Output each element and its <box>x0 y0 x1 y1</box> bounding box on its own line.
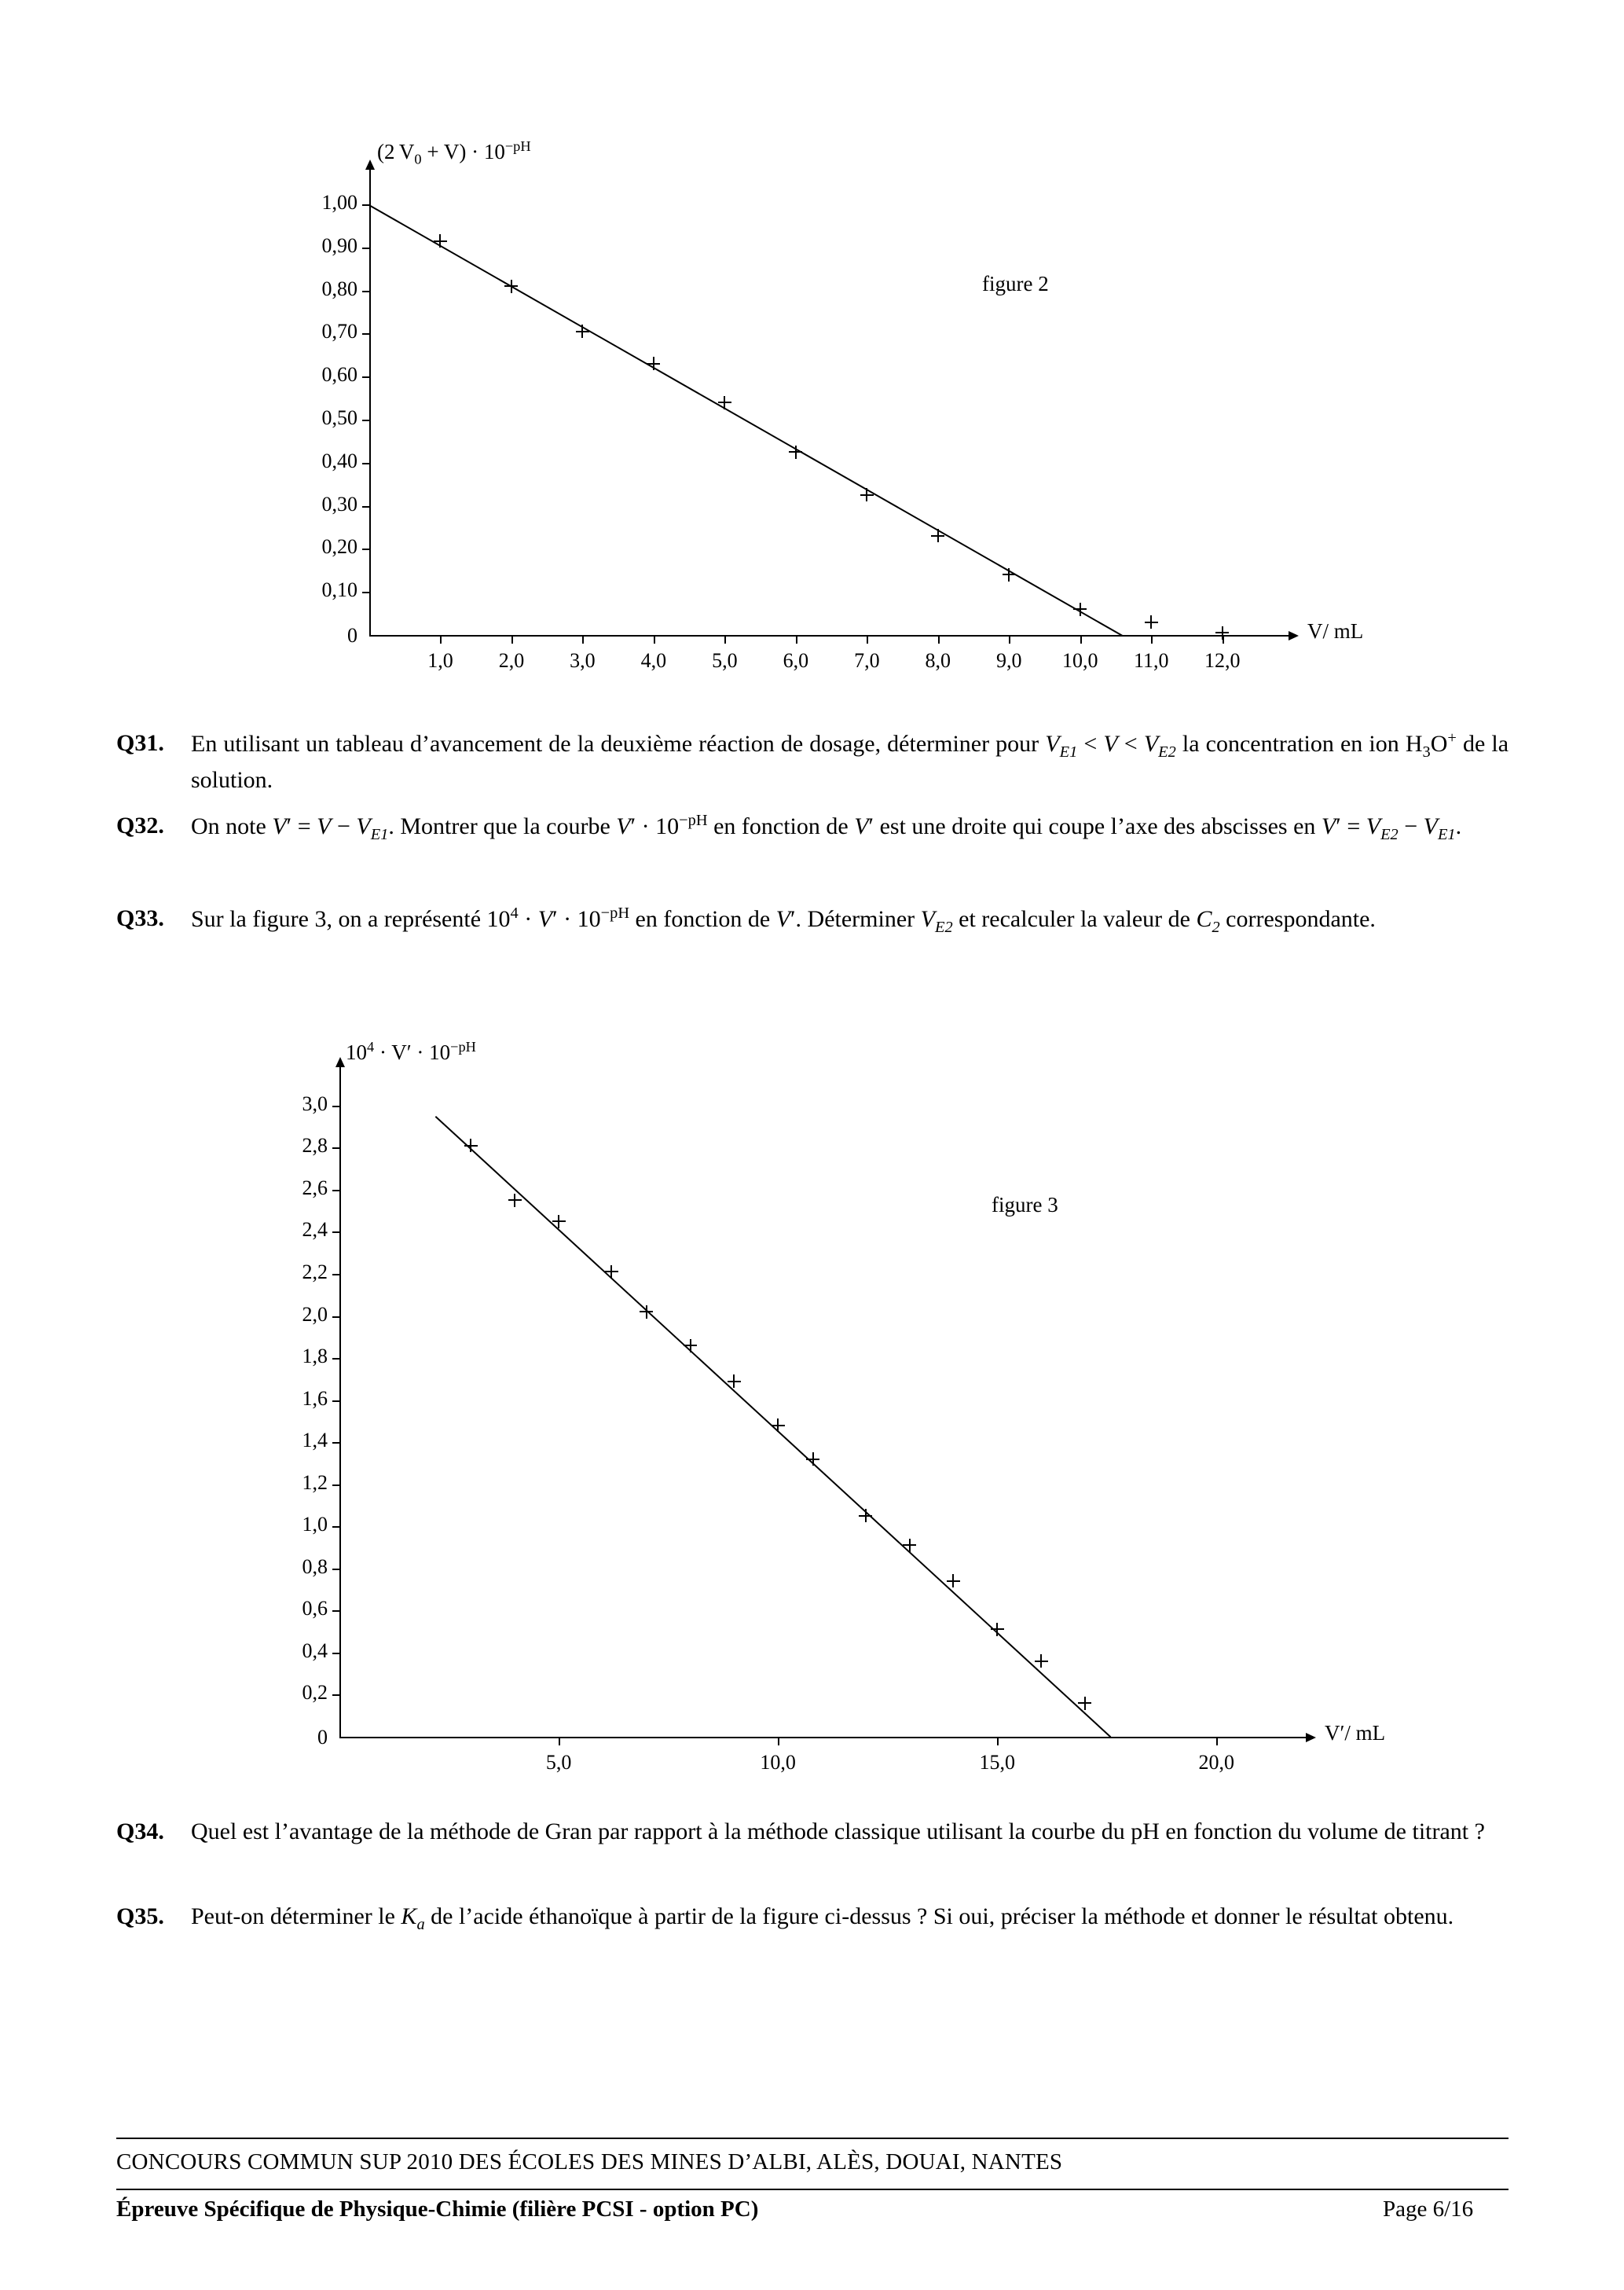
y-tick-label: 1,0 <box>302 1513 328 1536</box>
footer-exam-title: Épreuve Spécifique de Physique-Chimie (filière PCSI - option PC) <box>116 2196 759 2222</box>
data-point <box>1145 615 1158 629</box>
y-tick <box>332 1190 341 1191</box>
y-tick-label: 0,30 <box>321 492 357 516</box>
y-tick <box>362 248 371 249</box>
x-tick <box>1216 1737 1218 1745</box>
y-tick-label: 0,2 <box>302 1681 328 1705</box>
data-point <box>1003 568 1016 582</box>
data-point <box>1078 1697 1091 1710</box>
y-tick <box>362 506 371 508</box>
x-tick <box>654 635 655 644</box>
y-tick-label: 0,60 <box>321 363 357 387</box>
x-tick-label: 10,0 <box>760 1751 796 1774</box>
y-tick <box>332 1484 341 1486</box>
x-tick-label: 2,0 <box>498 649 525 672</box>
y-tick <box>332 1106 341 1107</box>
x-tick <box>796 635 797 644</box>
y-tick-label: 2,6 <box>302 1176 328 1199</box>
y-tick-label: 0,40 <box>321 449 357 472</box>
data-point <box>1215 626 1229 640</box>
x-tick <box>778 1737 779 1745</box>
y-tick <box>362 420 371 421</box>
x-tick-label: 7,0 <box>854 649 880 672</box>
x-tick <box>938 635 940 644</box>
data-point <box>684 1339 697 1352</box>
y-tick <box>332 1526 341 1528</box>
y-axis-arrow <box>335 1057 345 1067</box>
x-tick-label: 6,0 <box>783 649 809 672</box>
question-tag: Q32. <box>116 813 164 839</box>
y-tick-label: 0,4 <box>302 1639 328 1662</box>
data-point <box>860 488 874 501</box>
y-tick-label: 0,80 <box>321 277 357 300</box>
y-tick-label: 0,70 <box>321 320 357 343</box>
y-tick <box>332 1569 341 1570</box>
x-axis-title: V′/ mL <box>1325 1721 1386 1745</box>
y-tick <box>332 1610 341 1612</box>
x-tick <box>1009 635 1010 644</box>
data-point <box>434 234 447 248</box>
x-tick <box>997 1737 999 1745</box>
data-point <box>903 1539 916 1552</box>
footer-page-number: Page 6/16 <box>1383 2196 1474 2222</box>
x-tick-label: 8,0 <box>925 649 951 672</box>
y-tick <box>332 1316 341 1318</box>
question-text: Quel est l’avantage de la méthode de Gran par rapport à la méthode classique utilisant la courbe du pH en fonction du volume de titrant ? <box>191 1818 1485 1844</box>
footer-divider-top <box>116 2138 1509 2139</box>
x-tick <box>582 635 584 644</box>
x-tick-label: 5,0 <box>545 1751 572 1774</box>
y-tick-label: 2,0 <box>302 1302 328 1326</box>
y-tick-label: 1,2 <box>302 1470 328 1494</box>
question-text: En utilisant un tableau d’avancement de la deuxième réaction de dosage, déterminer pour $V_{E1} < V < V_{E2}$ la concentration en ion $H_3O^+$ de la solution. <box>191 729 1509 793</box>
data-point <box>640 1305 653 1319</box>
question-tag: Q34. <box>116 1818 164 1844</box>
data-point <box>504 280 518 293</box>
y-axis <box>369 170 371 635</box>
x-tick-label: 15,0 <box>979 1751 1015 1774</box>
y-tick <box>332 1358 341 1360</box>
y-axis-title: $10^4 \cdot V' \cdot 10^{-pH}$ <box>346 1039 476 1064</box>
x-tick-label: 10,0 <box>1062 649 1098 672</box>
figure-3 <box>0 1014 1624 1792</box>
y-axis-arrow <box>365 160 375 170</box>
data-point <box>931 529 944 542</box>
x-tick <box>511 635 513 644</box>
origin-label: 0 <box>347 624 357 647</box>
y-tick <box>362 592 371 593</box>
x-tick <box>440 635 442 644</box>
x-tick <box>1151 635 1153 644</box>
y-tick-label: 0,10 <box>321 578 357 602</box>
data-point <box>605 1265 618 1279</box>
question-q35 <box>116 1900 1509 1936</box>
origin-label: 0 <box>317 1726 328 1749</box>
data-point <box>789 446 802 459</box>
data-point <box>859 1509 872 1522</box>
y-tick <box>332 1653 341 1654</box>
data-point <box>647 357 660 370</box>
x-tick <box>1080 635 1082 644</box>
x-tick-label: 9,0 <box>996 649 1022 672</box>
question-q34 <box>116 1815 1509 1849</box>
x-tick-label: 12,0 <box>1204 649 1241 672</box>
data-point <box>991 1623 1004 1636</box>
x-axis-title: V/ mL <box>1307 619 1364 643</box>
y-tick-label: 3,0 <box>302 1092 328 1115</box>
y-tick-label: 2,2 <box>302 1260 328 1283</box>
x-tick-label: 4,0 <box>640 649 667 672</box>
data-point <box>718 396 731 409</box>
question-text: Peut-on déterminer le $K_a$ de l’acide éthanoïque à partir de la figure ci-dessus ? Si oui, préciser la méthode et donner le résultat obtenu. <box>191 1903 1454 1933</box>
y-tick-label: 1,00 <box>321 190 357 214</box>
data-point <box>728 1374 741 1388</box>
y-tick <box>362 291 371 292</box>
y-tick-label: 1,8 <box>302 1345 328 1368</box>
data-point <box>508 1194 522 1207</box>
data-point <box>1035 1654 1048 1668</box>
y-tick <box>332 1231 341 1233</box>
y-tick-label: 2,8 <box>302 1134 328 1158</box>
footer-institution: CONCOURS COMMUN SUP 2010 DES ÉCOLES DES MINES D’ALBI, ALÈS, DOUAI, NANTES <box>116 2149 1063 2174</box>
y-tick-label: 0,50 <box>321 406 357 429</box>
y-tick <box>332 1147 341 1149</box>
data-point <box>576 325 589 338</box>
data-point <box>552 1215 566 1228</box>
question-q32 <box>116 809 1509 846</box>
y-tick-label: 1,6 <box>302 1386 328 1410</box>
x-axis <box>339 1737 1306 1738</box>
y-axis-title: (2 $V_0 + V) \cdot 10^{-pH}$ <box>377 138 531 167</box>
x-tick <box>559 1737 560 1745</box>
y-tick <box>362 376 371 378</box>
data-point <box>947 1574 960 1587</box>
data-point <box>1073 603 1087 616</box>
x-axis-arrow <box>1306 1733 1316 1742</box>
x-tick-label: 3,0 <box>570 649 596 672</box>
x-tick <box>724 635 726 644</box>
y-tick-label: 2,4 <box>302 1218 328 1242</box>
question-text: Sur la figure 3, on a représenté $10^4 \cdot V' \cdot 10^{-pH}$ en fonction de V′. Déterminer $V_{E2}$ et recalculer la valeur de $C_2$ correspondante. <box>191 905 1376 936</box>
y-tick <box>362 549 371 550</box>
x-tick <box>867 635 868 644</box>
x-tick-label: 11,0 <box>1133 649 1169 672</box>
data-point <box>806 1452 819 1466</box>
y-tick <box>362 333 371 335</box>
question-tag: Q33. <box>116 905 164 931</box>
question-tag: Q35. <box>116 1903 164 1929</box>
figure-caption: figure 2 <box>982 272 1049 295</box>
figure-2 <box>0 94 1624 692</box>
y-tick-label: 0,20 <box>321 535 357 559</box>
data-point <box>464 1139 478 1152</box>
y-tick <box>332 1274 341 1275</box>
y-tick-label: 0,90 <box>321 233 357 257</box>
figure-caption: figure 3 <box>992 1193 1058 1217</box>
x-tick-label: 20,0 <box>1198 1751 1235 1774</box>
question-tag: Q31. <box>116 730 164 756</box>
y-tick-label: 0,6 <box>302 1597 328 1620</box>
question-q31 <box>116 727 1509 798</box>
y-tick <box>332 1442 341 1444</box>
y-tick <box>332 1400 341 1402</box>
y-tick-label: 0,8 <box>302 1554 328 1578</box>
question-text: On note $V' = V - V_{E1}$. Montrer que la courbe $V' \cdot 10^{-pH}$ en fonction de V′ est une droite qui coupe l’axe des abscisses en $V' = V_{E2} - V_{E1}$. <box>191 812 1462 843</box>
x-tick-label: 1,0 <box>427 649 453 672</box>
x-tick-label: 5,0 <box>712 649 738 672</box>
footer-divider-bottom <box>116 2189 1509 2190</box>
x-axis-arrow <box>1289 631 1299 640</box>
question-q33 <box>116 902 1509 939</box>
data-point <box>772 1418 785 1432</box>
y-tick-label: 1,4 <box>302 1429 328 1452</box>
y-tick <box>332 1694 341 1696</box>
y-axis <box>339 1067 341 1737</box>
y-tick <box>362 463 371 464</box>
